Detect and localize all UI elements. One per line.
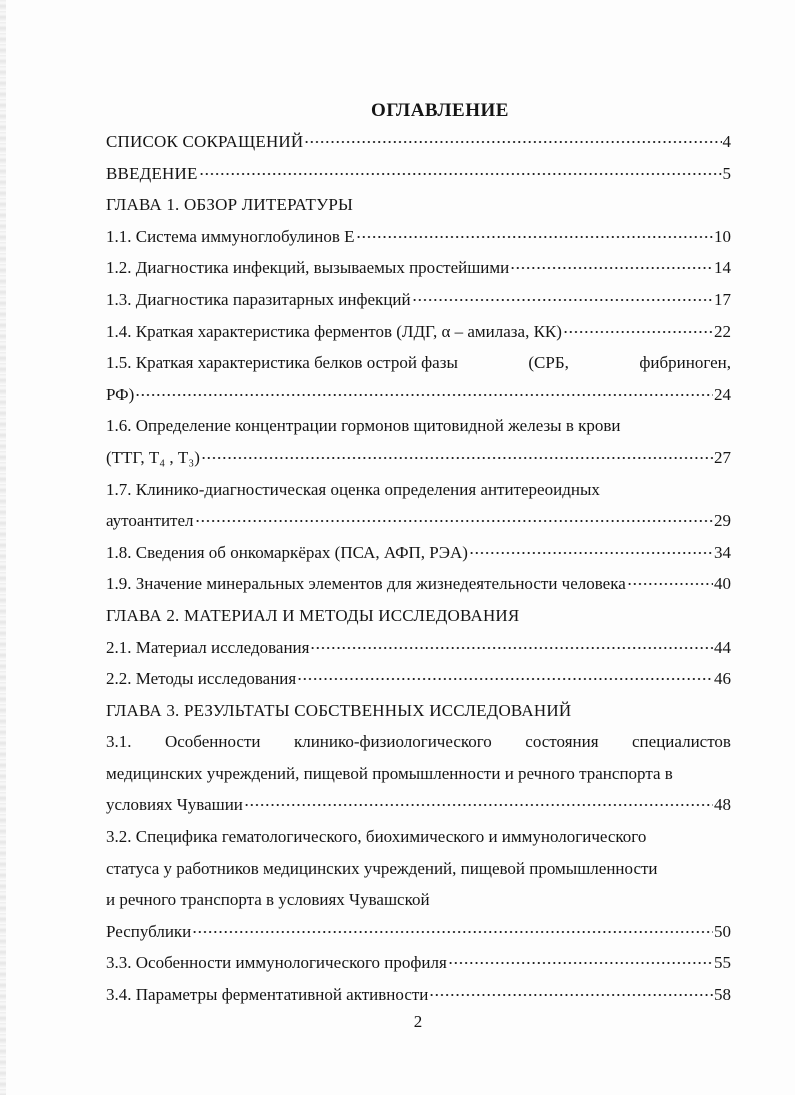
toc-entry-label: 1.8. Сведения об онкомаркёрах (ПСА, АФП, РЭА): [106, 542, 468, 562]
toc-entry-label: статуса у работников медицинских учреждений, пищевой промышленности: [106, 858, 658, 878]
table-of-contents: [106, 126, 731, 1011]
toc-entry: [106, 126, 731, 158]
toc-entry-label: ГЛАВА 2. МАТЕРИАЛ И МЕТОДЫ ИССЛЕДОВАНИЯ: [106, 605, 520, 625]
toc-entry: [106, 789, 731, 821]
toc-entry: [106, 568, 731, 600]
dot-leader: [310, 647, 713, 649]
dot-leader: [201, 457, 713, 459]
toc-entry-page: 34: [714, 542, 731, 562]
dot-leader: [627, 583, 713, 585]
page-number: 2: [413, 1012, 423, 1031]
toc-entry-label: 1.1. Система иммуноглобулинов Е: [106, 226, 355, 246]
toc-entry-page: 4: [722, 132, 731, 151]
toc-entry: [106, 537, 731, 569]
toc-entry-page: 48: [714, 795, 731, 815]
toc-entry-label: условиях Чувашии: [106, 795, 243, 815]
toc-label-part: фибриноген,: [639, 353, 731, 373]
toc-entry-label: (ТТГ, Т₄ , Т₃): [106, 447, 200, 467]
toc-label-part: 3.1.: [106, 732, 132, 752]
toc-entry: [106, 221, 731, 253]
toc-entry-label: Республики: [106, 921, 192, 941]
toc-chapter-heading: [106, 189, 731, 221]
toc-label-part: Особенности: [164, 732, 261, 752]
toc-entry-page: 22: [714, 321, 731, 341]
toc-entry: [106, 979, 731, 1011]
toc-entry-label: ВВЕДЕНИЕ: [106, 163, 198, 183]
dot-leader: [469, 552, 713, 554]
toc-entry-label: ГЛАВА 3. РЕЗУЛЬТАТЫ СОБСТВЕННЫХ ИССЛЕДОВАНИЙ: [106, 700, 572, 720]
toc-entry-label: РФ): [106, 384, 135, 404]
toc-entry-label: 2.1. Материал исследования: [106, 637, 310, 657]
toc-entry-page: 50: [714, 921, 731, 941]
dot-leader: [412, 299, 713, 301]
toc-entry-label: 3.4. Параметры ферментативной активности: [106, 985, 429, 1005]
toc-entry-continued: [106, 410, 731, 442]
toc-entry: [106, 158, 731, 190]
toc-entry-page: 24: [714, 384, 731, 404]
toc-entry-page: 55: [714, 953, 731, 973]
toc-entry-continued: [106, 821, 731, 853]
toc-label-part: состояния: [525, 732, 599, 752]
toc-entry-continued: [106, 474, 731, 506]
toc-entry-page: 10: [714, 226, 731, 246]
toc-entry-label: 1.3. Диагностика паразитарных инфекций: [106, 289, 411, 309]
toc-entry-label: и речного транспорта в условиях Чувашской: [106, 890, 430, 910]
toc-entry-continued: [106, 758, 731, 790]
toc-entry-page: 29: [714, 511, 731, 531]
toc-label-part: 1.5. Краткая характеристика белков острой фазы: [106, 353, 458, 373]
toc-entry: [106, 505, 731, 537]
toc-entry-label: [106, 726, 731, 758]
toc-label-part: специалистов: [632, 732, 731, 752]
toc-entry: [106, 663, 731, 695]
dot-leader: [135, 394, 713, 396]
toc-entry-page: 14: [714, 258, 731, 278]
dot-leader: [510, 267, 713, 269]
toc-entry-page: 5: [722, 163, 731, 183]
toc-entry: [106, 379, 731, 411]
toc-entry: [106, 916, 731, 948]
dot-leader: [244, 804, 713, 806]
toc-entry-label: 1.2. Диагностика инфекций, вызываемых простейшими: [106, 258, 510, 278]
toc-entry-label: ГЛАВА 1. ОБЗОР ЛИТЕРАТУРЫ: [106, 195, 354, 215]
dot-leader: [563, 331, 713, 333]
dot-leader: [199, 173, 722, 175]
toc-chapter-heading: [106, 600, 731, 632]
dot-leader: [356, 236, 713, 238]
toc-label-part: (СРБ,: [528, 353, 569, 373]
toc-entry: [106, 632, 731, 664]
toc-entry: [106, 947, 731, 979]
toc-entry-label: 1.9. Значение минеральных элементов для жизнедеятельности человека: [106, 574, 626, 594]
toc-title: ОГЛАВЛЕНИЕ: [371, 100, 509, 121]
toc-entry-label: 1.4. Краткая характеристика ферментов (ЛДГ, α – амилаза, КК): [106, 321, 562, 341]
toc-entry-label: аутоантител: [106, 511, 194, 531]
toc-entry-label: 2.2. Методы исследования: [106, 669, 297, 689]
toc-entry-label: 3.3. Особенности иммунологического профиля: [106, 953, 447, 973]
toc-entry-continued: [106, 884, 731, 916]
toc-entry-label: СПИСОК СОКРАЩЕНИЙ: [106, 132, 304, 151]
toc-chapter-heading: [106, 695, 731, 727]
dot-leader: [304, 141, 721, 143]
dot-leader: [429, 994, 713, 996]
scan-edge: [0, 0, 6, 1095]
dot-leader: [195, 520, 713, 522]
toc-entry-label: 1.6. Определение концентрации гормонов щитовидной железы в крови: [106, 416, 621, 436]
toc-entry-page: 44: [714, 637, 731, 657]
toc-entry-justified: [106, 347, 731, 379]
toc-entry-continued: [106, 853, 731, 885]
dot-leader: [192, 931, 713, 933]
toc-entry-justified: [106, 726, 731, 758]
toc-entry-label: медицинских учреждений, пищевой промышленности и речного транспорта в: [106, 763, 673, 783]
toc-entry-page: 40: [714, 574, 731, 594]
toc-entry: [106, 316, 731, 348]
toc-entry: [106, 252, 731, 284]
toc-entry-page: 46: [714, 669, 731, 689]
toc-entry-page: 58: [714, 985, 731, 1005]
toc-entry: [106, 284, 731, 316]
toc-entry-page: 17: [714, 289, 731, 309]
dot-leader: [297, 678, 713, 680]
toc-entry-label: [106, 347, 731, 379]
dot-leader: [448, 962, 713, 964]
toc-entry-label: 3.2. Специфика гематологического, биохимического и иммунологического: [106, 827, 647, 847]
toc-entry: [106, 442, 731, 474]
toc-entry-page: 27: [714, 447, 731, 467]
toc-entry-label: 1.7. Клинико-диагностическая оценка определения антитереоидных: [106, 479, 600, 499]
toc-label-part: клинико-физиологического: [293, 732, 492, 752]
